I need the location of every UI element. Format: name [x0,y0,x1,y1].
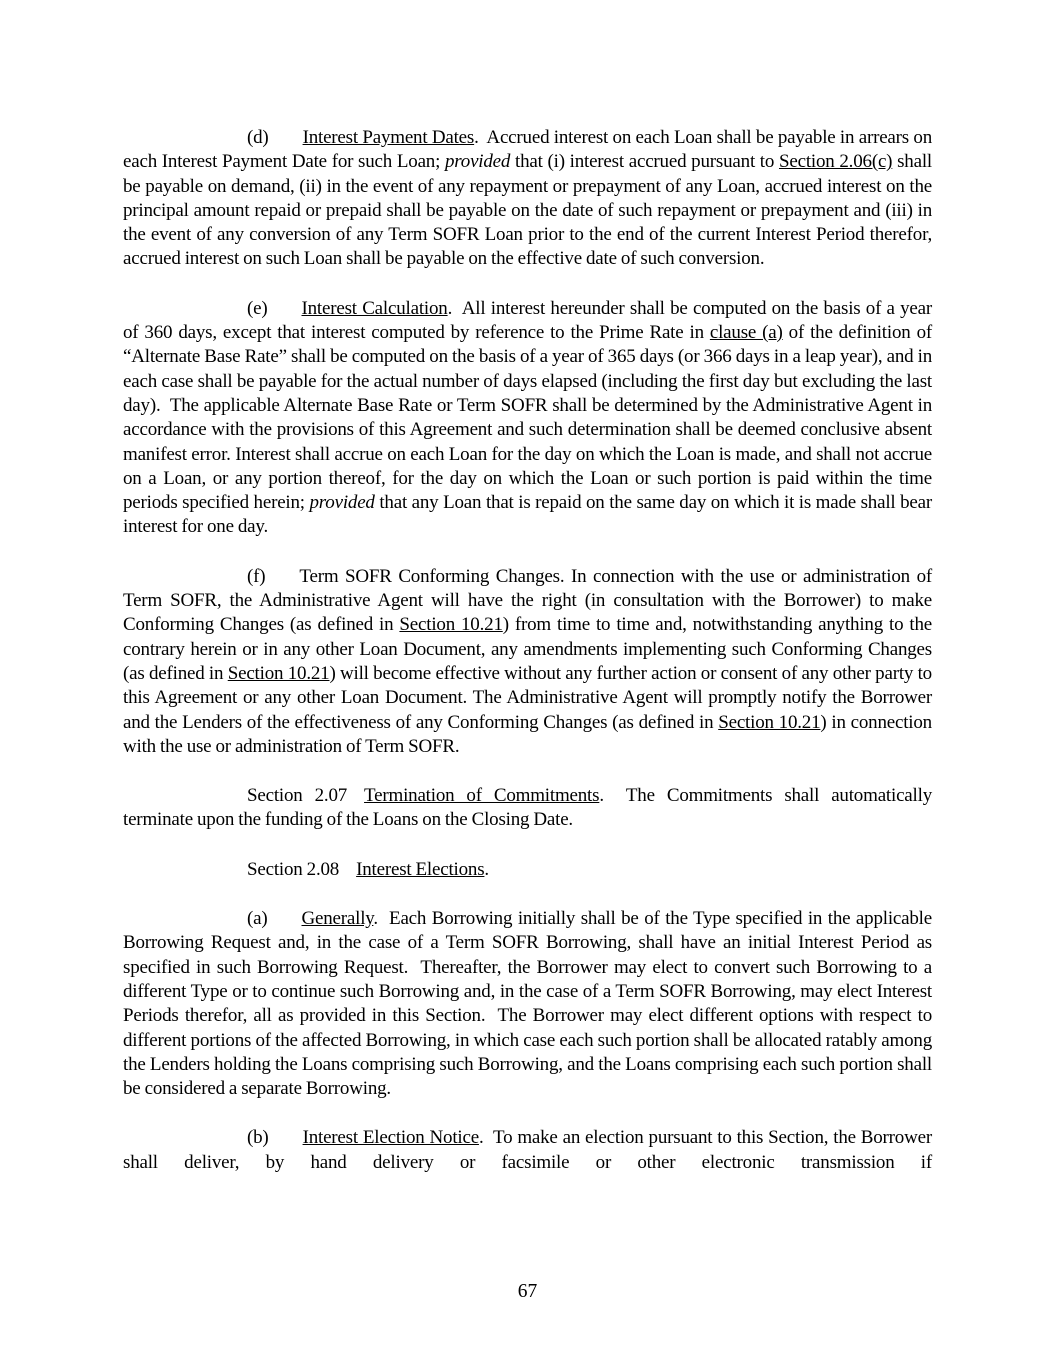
underlined-text: Interest Calculation [301,297,448,319]
tab-spacer [265,581,299,582]
text-run: of the definition of “Alternate Base Rate” shall be computed on the basis of a year of 365 days (or 366 days in a leap year), and in each case shall be payable for the actual number of days elapsed (including the first day but excluding the last day). The applicable Alternate Base Rate or Term SOFR shall be determined by the Administrative Agent in accordance with the provisions of this Agreement and such determination shall be deemed conclusive absent manifest error. Interest shall accrue on each Loan for the day on which the Loan is made, and shall not accrue on a Loan, or any portion thereof, for the day on which the Loan or such portion is paid within the time periods specified herein; [123,322,932,514]
paragraph-label: (d) [247,127,269,148]
text-run: . [599,785,604,807]
paragraph-label: (f) [247,565,266,587]
text-run: . [484,858,489,880]
tab-spacer [604,800,626,801]
tab-spacer [268,313,302,314]
text-run: that (i) interest accrued pursuant to [510,151,779,173]
paragraph-e [123,297,932,540]
tab-spacer [268,923,302,924]
italic-text: provided [444,151,511,173]
text-run: . To make an election pursuant to this Section, the Borrower shall deliver, by hand delivery or facsimile or other electronic transmission if [123,1127,932,1173]
paragraph-a [123,907,932,1101]
text-run: ) from time to time and, notwithstanding anything to the contrary herein or in any other Loan Document, any amendments implementing such Conforming Changes (as defined in [123,614,932,684]
text-run: ) will become effective without any further action or consent of any other party to this Agreement or any other Loan Document. The Administrative Agent will promptly notify the Borrower and the Lenders of the effectiveness of any Conforming Changes (as defined in [123,662,932,733]
italic-text: provided [309,492,375,514]
page-number: 67 [517,1281,538,1302]
paragraph-label: (a) [247,908,268,930]
text-run: The Commitments shall automatically terminate upon the funding of the Loans on the Closing Date. [123,785,933,831]
underlined-text: Section 2.06(c) [778,151,893,173]
underlined-text: Termination of Commitments [364,785,600,807]
text-run: that any Loan that is repaid on the same day on which it is made shall bear interest for one day. [123,492,932,538]
paragraph-label: (e) [247,297,268,319]
text-run: . Each Borrowing initially shall be of the Type specified in the applicable Borrowing Request and, in the case of a Term SOFR Borrowing, shall have an initial Interest Period as specified in such Borrowing Request. Thereafter, the Borrower may elect to convert such Borrowing to a different Type or to continue such Borrowing and, in the case of a Term SOFR Borrowing, may elect Interest Periods therefor, all as provided in this Section. The Borrower may elect different options with respect to different portions of the affected Borrowing, in which case each such portion shall be allocated ratably among the Lenders holding the Loans comprising such Borrowing, and the Loans comprising each such portion shall be considered a separate Borrowing. [123,908,932,1100]
text-run: . All interest hereunder shall be computed on the basis of a year of 360 days, except that interest computed by reference to the Prime Rate in [123,297,932,344]
underlined-text: Section 10.21 [399,614,503,636]
paragraph-label: Section 2.07 [247,785,348,807]
paragraph-b [123,1126,932,1175]
underlined-text: Generally [301,908,374,930]
underlined-text: Section 10.21 [718,711,821,733]
paragraph-d [123,126,932,272]
section-heading-2-07 [123,784,932,833]
tab-spacer [347,800,364,801]
tab-spacer [269,142,303,143]
text-run: . Accrued interest on each Loan shall be payable in arrears on each Interest Payment Date for such Loan; [123,127,932,173]
tab-spacer [339,874,356,875]
underlined-text: Interest Payment Dates [302,127,475,148]
page-body [123,126,932,1175]
paragraph-label: Section 2.08 [247,858,340,880]
text-run: shall be payable on demand, (ii) in the event of any repayment or prepayment of any Loan, accrued interest on the principal amount repaid or prepaid shall be payable on the date of such repayment or prepayment and (iii) in the event of any conversion of any Term SOFR Loan prior to the end of the current Interest Period therefor, accrued interest on such Loan shall be payable on the effective date of such conversion. [123,151,932,270]
underlined-text: Interest Elections [356,858,485,880]
paragraph-f [123,565,932,759]
underlined-text: Interest Election Notice [302,1127,479,1149]
section-heading-2-08 [123,858,932,882]
text-run: Term SOFR Conforming Changes. In connection with the use or administration of Term SOFR, the Administrative Agent will have the right (in consultation with the Borrower) to make Conforming Changes (as defined in [123,565,932,636]
paragraph-label: (b) [247,1127,269,1149]
underlined-text: Section 10.21 [227,662,330,684]
text-run: ) in connection with the use or administration of Term SOFR. [123,711,932,757]
tab-spacer [269,1142,303,1143]
underlined-text: clause (a) [709,322,783,344]
